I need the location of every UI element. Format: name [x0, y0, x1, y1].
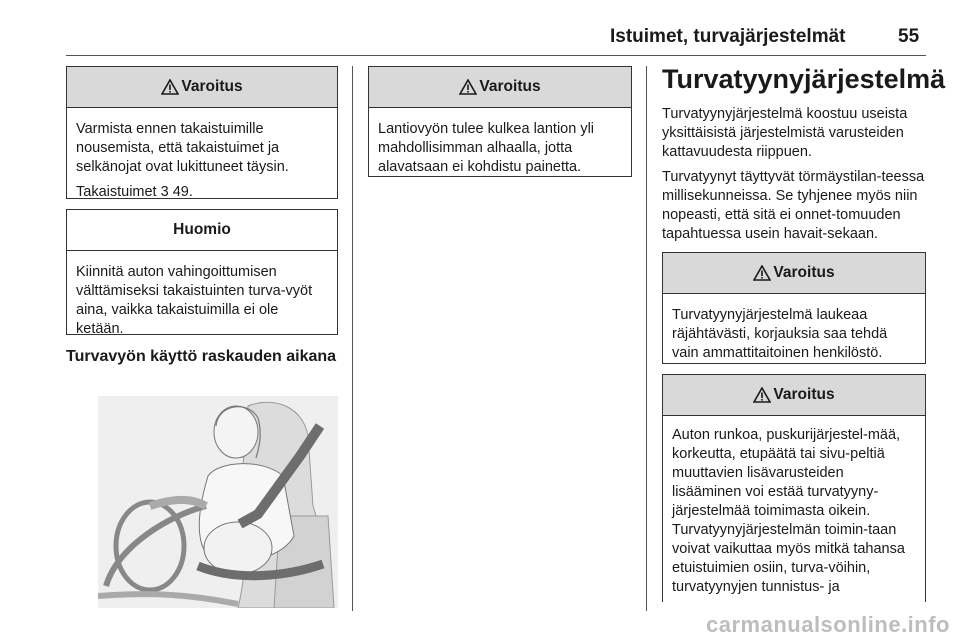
- warning-heading: Varoitus: [773, 264, 835, 281]
- warning-icon: [753, 387, 771, 403]
- header-rule: [66, 55, 926, 56]
- column-3: [662, 63, 946, 602]
- warning-box: [66, 66, 338, 199]
- notice-box: [66, 209, 338, 335]
- warning-box-header: [67, 67, 337, 108]
- warning-box-header: [663, 375, 925, 416]
- warning-box: [662, 374, 926, 602]
- notice-body: [67, 251, 337, 349]
- warning-icon: [459, 79, 477, 95]
- column-separator: [352, 66, 353, 611]
- cross-reference: Takaistuimet 3 49.: [76, 184, 193, 200]
- warning-heading: Varoitus: [773, 386, 835, 403]
- warning-text: Turvatyynyjärjestelmä laukeaa räjähtävästi, korjauksia saa tehdä vain ammattitaitoinen henkilöstö.: [672, 307, 888, 361]
- warning-box-header: [369, 67, 631, 108]
- warning-body: [67, 108, 337, 212]
- page-number: 55: [898, 26, 920, 47]
- warning-text: Lantiovyön tulee kulkea lantion yli mahdollisimman alhaalla, jotta alavatsaan ei kohdistu painetta.: [378, 121, 595, 175]
- notice-text: Kiinnitä auton vahingoittumisen välttämiseksi takaistuinten turva-vyöt aina, vaikka takaistuimilla ei ole ketään.: [76, 264, 313, 337]
- warning-text: Varmista ennen takaistuimille nousemista, että takaistuimet ja selkänojat ovat lukittuneet täysin.: [76, 121, 289, 175]
- warning-icon: [753, 265, 771, 281]
- warning-text: Auton runkoa, puskurijärjestel-mää, korkeutta, etupäätä tai sivu-peltiä muuttavien lisävarusteiden lisääminen voi estää turvatyyny-järjestelmää toimimasta oikein. Turvatyynyjärjestelmän toimin-taan voivat vaikuttaa myös mitkä tahansa etuistuimien osiin, turva-vöihin, turvatyynyjen tunnistus- ja: [672, 427, 905, 595]
- column-separator: [646, 66, 647, 611]
- subsection-heading: Turvavyön käyttö raskauden aikana: [66, 348, 337, 365]
- warning-box-header: [663, 253, 925, 294]
- notice-heading: Huomio: [173, 221, 231, 238]
- column-1: [66, 66, 338, 367]
- column-2: [368, 66, 632, 177]
- warning-body: [663, 294, 925, 373]
- body-paragraph: Turvatyynyt täyttyvät törmäystilan-teessa millisekunneissa. Se tyhjenee myös niin nopeasti, että sitä ei onnet-tomuuden tapahtuessa usein havait-sekaan.: [662, 169, 925, 242]
- section-title: Istuimet, turvajärjestelmät: [610, 26, 846, 47]
- body-paragraph: Turvatyynyjärjestelmä koostuu useista yksittäisistä järjestelmistä varusteiden kattavuudesta riippuen.: [662, 106, 908, 160]
- warning-heading: Varoitus: [479, 78, 541, 95]
- warning-icon: [161, 79, 179, 95]
- pregnant-seatbelt-illustration: [98, 396, 338, 608]
- section-heading: Turvatyynyjärjestelmä: [662, 64, 946, 94]
- warning-heading: Varoitus: [181, 78, 243, 95]
- warning-box: [662, 252, 926, 364]
- watermark: carmanualsonline.info: [706, 612, 950, 637]
- warning-box: [368, 66, 632, 177]
- warning-body: [369, 108, 631, 187]
- notice-box-header: [67, 210, 337, 251]
- warning-body: [663, 416, 925, 607]
